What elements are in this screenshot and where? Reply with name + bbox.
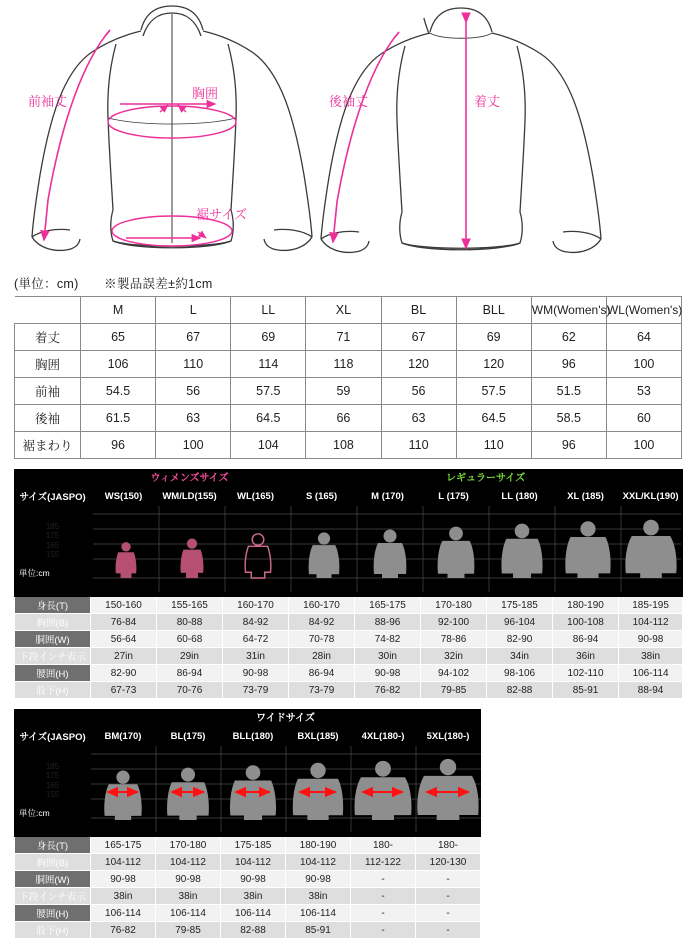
cell: 67 [381, 324, 456, 351]
cell: 94-102 [421, 665, 487, 682]
body-figures-2 [91, 745, 481, 837]
cell: 112-122 [351, 854, 416, 871]
cell: 106-114 [91, 905, 156, 922]
spec-row-label-hip: 腰囲(H) [15, 665, 91, 682]
cell: 185-195 [619, 597, 683, 614]
cell: 106-114 [286, 905, 351, 922]
spec-col-l: L (175) [421, 488, 487, 505]
cell: 67-73 [91, 682, 157, 699]
cell: 165-175 [355, 597, 421, 614]
axis-labels-2 [15, 745, 91, 837]
cell: 78-86 [421, 631, 487, 648]
spec2-size-label: サイズ(JASPO) [15, 728, 91, 745]
cell: 90-98 [156, 871, 221, 888]
row-label-front-sleeve: 前袖 [15, 378, 81, 405]
cell: 69 [231, 324, 306, 351]
spec-row-label-chest: 胸囲(B) [15, 614, 91, 631]
cell: 104-112 [619, 614, 683, 631]
table-row [15, 837, 481, 854]
col-header-m: M [81, 297, 156, 324]
cell: 102-110 [553, 665, 619, 682]
banner-womens-text: ウィメンズサイズ [91, 471, 288, 486]
spec2-col-bm: BM(170) [91, 728, 156, 745]
spec-row-label-inseam: 股下(H) [15, 682, 91, 699]
cell: 38in [619, 648, 683, 665]
table-row [15, 597, 683, 614]
axis-tick: 175 [45, 531, 60, 541]
cell: 100 [606, 351, 681, 378]
jaspo-spec-table-2-wrap [14, 709, 480, 939]
cell: 57.5 [231, 378, 306, 405]
cell: 38in [286, 888, 351, 905]
cell: 180- [351, 837, 416, 854]
axis-tick: 185 [45, 522, 60, 532]
spec2-col-bl: BL(175) [156, 728, 221, 745]
cell: 106-114 [156, 905, 221, 922]
cell: - [351, 905, 416, 922]
cell: 29in [157, 648, 223, 665]
table-row [15, 432, 682, 459]
cell: 84-92 [223, 614, 289, 631]
cell: 120-130 [416, 854, 481, 871]
cell: 90-98 [355, 665, 421, 682]
cell: 104-112 [156, 854, 221, 871]
cell: 63 [156, 405, 231, 432]
banner-row [15, 470, 683, 488]
jaspo-spec-table-2 [14, 709, 481, 939]
cell: 66 [306, 405, 381, 432]
cell: 175-185 [487, 597, 553, 614]
cell: 110 [381, 432, 456, 459]
cell: 76-82 [355, 682, 421, 699]
banner-row [15, 710, 481, 728]
cell: 64.5 [456, 405, 531, 432]
cell: 180- [416, 837, 481, 854]
spec2-row-label-chest: 胸囲(B) [15, 854, 91, 871]
table-row [15, 888, 481, 905]
cell: 88-94 [619, 682, 683, 699]
row-label-back-sleeve: 後袖 [15, 405, 81, 432]
spec-col-s: S (165) [289, 488, 355, 505]
cell: 106-114 [619, 665, 683, 682]
table-row [15, 922, 481, 939]
axis-labels [15, 505, 91, 597]
cell: 31in [223, 648, 289, 665]
spec-row-label-waist: 胴囲(W) [15, 631, 91, 648]
spec-col-ll: LL (180) [487, 488, 553, 505]
cell: - [416, 922, 481, 939]
axis-tick: 155 [45, 789, 60, 799]
tolerance-text: ※製品誤差±約1cm [104, 277, 213, 291]
cell: 118 [306, 351, 381, 378]
jaspo-spec-table-1-wrap [14, 469, 682, 699]
cell: 86-94 [289, 665, 355, 682]
table-row [15, 682, 683, 699]
cell: 98-106 [487, 665, 553, 682]
cell: 104-112 [91, 854, 156, 871]
col-header-l: L [156, 297, 231, 324]
cell: 100 [156, 432, 231, 459]
cell: 57.5 [456, 378, 531, 405]
cell: 60-68 [157, 631, 223, 648]
cell: 175-185 [221, 837, 286, 854]
table-row [15, 324, 682, 351]
cell: 110 [456, 432, 531, 459]
cell: - [416, 905, 481, 922]
table-row [15, 665, 683, 682]
table-row [15, 854, 481, 871]
spec2-col-5xl: 5XL(180-) [416, 728, 481, 745]
jaspo-spec-table-1 [14, 469, 683, 699]
cell: 150-160 [91, 597, 157, 614]
cell: 70-76 [157, 682, 223, 699]
cell: 30in [355, 648, 421, 665]
cell: 165-175 [91, 837, 156, 854]
cell: 69 [456, 324, 531, 351]
cell: 104 [231, 432, 306, 459]
cell: 76-84 [91, 614, 157, 631]
label-hem: 裾サイズ [196, 207, 247, 222]
row-label-length: 着丈 [15, 324, 81, 351]
spec-size-label: サイズ(JASPO) [15, 488, 91, 505]
cell: - [351, 871, 416, 888]
table-row [15, 614, 683, 631]
cell: 73-79 [289, 682, 355, 699]
cell: 79-85 [421, 682, 487, 699]
banner-wide-text: ワイドサイズ [91, 711, 480, 726]
cell: 120 [456, 351, 531, 378]
label-chest: 胸囲 [192, 86, 219, 101]
cell: 56-64 [91, 631, 157, 648]
cell: 114 [231, 351, 306, 378]
spec2-row-label-waist: 胴囲(W) [15, 871, 91, 888]
cell: 85-91 [286, 922, 351, 939]
cell: 160-170 [289, 597, 355, 614]
cell: 73-79 [223, 682, 289, 699]
cell: 60 [606, 405, 681, 432]
cell: 106 [81, 351, 156, 378]
cell: 170-180 [156, 837, 221, 854]
cell: 106-114 [221, 905, 286, 922]
cell: 65 [81, 324, 156, 351]
cell: 34in [487, 648, 553, 665]
cell: 90-98 [286, 871, 351, 888]
cell: 160-170 [223, 597, 289, 614]
body-figures-1 [91, 505, 683, 597]
cell: 53 [606, 378, 681, 405]
cell: 63 [381, 405, 456, 432]
axis-tick: 165 [45, 540, 60, 550]
unit-cm-label-2: 単位:cm [19, 807, 50, 818]
cell: 84-92 [289, 614, 355, 631]
cell: 64.5 [231, 405, 306, 432]
cell: 71 [306, 324, 381, 351]
spec2-col-bxl: BXL(185) [286, 728, 351, 745]
jacket-illustration [0, 0, 694, 272]
cell: 104-112 [221, 854, 286, 871]
jacket-back-drawing [321, 8, 601, 252]
cell: 155-165 [157, 597, 223, 614]
cell: 82-90 [487, 631, 553, 648]
banner-womens [91, 470, 289, 488]
cell: 38in [91, 888, 156, 905]
cell: 108 [306, 432, 381, 459]
cell: 90-98 [221, 871, 286, 888]
cell: 51.5 [531, 378, 606, 405]
spec-col-wm: WM/LD(155) [157, 488, 223, 505]
spec2-col-4xl: 4XL(180-) [351, 728, 416, 745]
table-row [15, 905, 481, 922]
cell: 88-96 [355, 614, 421, 631]
cell: 56 [381, 378, 456, 405]
banner-spacer [15, 470, 91, 488]
row-label-hem: 裾まわり [15, 432, 81, 459]
label-front-sleeve: 前袖丈 [28, 94, 68, 109]
col-header-bl: BL [381, 297, 456, 324]
cell: 59 [306, 378, 381, 405]
cell: 90-98 [91, 871, 156, 888]
cell: 170-180 [421, 597, 487, 614]
cell: 56 [156, 378, 231, 405]
cell: 32in [421, 648, 487, 665]
cell: 100 [606, 432, 681, 459]
banner-regular [289, 470, 683, 488]
unit-text: (単位：cm) [14, 277, 79, 291]
cell: 86-94 [157, 665, 223, 682]
col-header-bll: BLL [456, 297, 531, 324]
cell: 70-78 [289, 631, 355, 648]
cell: 96-104 [487, 614, 553, 631]
cell: 64 [606, 324, 681, 351]
spec-row-label-inch: 下段インチ表示 [15, 648, 91, 665]
cell: 120 [381, 351, 456, 378]
cell: 36in [553, 648, 619, 665]
cell: 38in [221, 888, 286, 905]
table-header-row [15, 297, 682, 324]
cell: - [351, 888, 416, 905]
cell: 76-82 [91, 922, 156, 939]
back-sleeve-arrow [333, 32, 399, 242]
main-size-table [14, 296, 682, 459]
cell: 90-98 [619, 631, 683, 648]
table-row [15, 405, 682, 432]
cell: 58.5 [531, 405, 606, 432]
corner-cell [15, 297, 81, 324]
cell: 180-190 [553, 597, 619, 614]
cell: 96 [531, 351, 606, 378]
cell: 92-100 [421, 614, 487, 631]
cell: 67 [156, 324, 231, 351]
cell: 82-88 [221, 922, 286, 939]
cell: - [416, 888, 481, 905]
cell: - [351, 922, 416, 939]
spec-figures-row [15, 505, 683, 597]
cell: 180-190 [286, 837, 351, 854]
table-row [15, 631, 683, 648]
figure-silhouettes-1 [93, 506, 681, 592]
cell: 64-72 [223, 631, 289, 648]
spec2-row-label-inch: 下段インチ表示 [15, 888, 91, 905]
col-header-ll: LL [231, 297, 306, 324]
banner-spacer [15, 710, 91, 728]
cell: 80-88 [157, 614, 223, 631]
cell: 38in [156, 888, 221, 905]
spec-row-label-height: 身長(T) [15, 597, 91, 614]
cell: 27in [91, 648, 157, 665]
jacket-front-drawing [32, 6, 312, 250]
spec2-row-label-height: 身長(T) [15, 837, 91, 854]
unit-note [0, 272, 694, 296]
spec-header-row [15, 728, 481, 745]
cell: 100-108 [553, 614, 619, 631]
spec-col-ws: WS(150) [91, 488, 157, 505]
spec-col-m: M (170) [355, 488, 421, 505]
cell: 79-85 [156, 922, 221, 939]
banner-wide [91, 710, 481, 728]
col-header-wm: WM(Women's) [531, 297, 606, 324]
label-length: 着丈 [474, 94, 501, 109]
cell: 86-94 [553, 631, 619, 648]
axis-tick: 185 [45, 762, 60, 772]
cell: 82-90 [91, 665, 157, 682]
col-header-wl: WL(Women's) [606, 297, 681, 324]
cell: 90-98 [223, 665, 289, 682]
axis-tick: 175 [45, 771, 60, 781]
table-row [15, 378, 682, 405]
spec-figures-row [15, 745, 481, 837]
cell: 61.5 [81, 405, 156, 432]
spec-header-row [15, 488, 683, 505]
spec-col-xl: XL (185) [553, 488, 619, 505]
figure-silhouettes-2 [91, 746, 481, 832]
row-label-chest: 胸囲 [15, 351, 81, 378]
cell: - [416, 871, 481, 888]
cell: 62 [531, 324, 606, 351]
cell: 110 [156, 351, 231, 378]
table-row [15, 351, 682, 378]
cell: 96 [531, 432, 606, 459]
cell: 74-82 [355, 631, 421, 648]
spec2-col-bll: BLL(180) [221, 728, 286, 745]
axis-tick: 165 [45, 780, 60, 790]
table-row [15, 871, 481, 888]
unit-cm-label: 単位:cm [19, 567, 50, 578]
main-size-table-wrap [0, 296, 694, 459]
col-header-xl: XL [306, 297, 381, 324]
front-sleeve-arrow [44, 30, 110, 240]
label-back-sleeve: 後袖丈 [329, 94, 369, 109]
spec2-row-label-hip: 腰囲(H) [15, 905, 91, 922]
spec-col-xxl: XXL/KL(190) [619, 488, 683, 505]
table-row [15, 648, 683, 665]
axis-tick: 155 [45, 549, 60, 559]
cell: 54.5 [81, 378, 156, 405]
cell: 85-91 [553, 682, 619, 699]
spec2-row-label-inseam: 股下(H) [15, 922, 91, 939]
spec-col-wl: WL(165) [223, 488, 289, 505]
cell: 96 [81, 432, 156, 459]
cell: 82-88 [487, 682, 553, 699]
cell: 28in [289, 648, 355, 665]
cell: 104-112 [286, 854, 351, 871]
banner-regular-text: レギュラーサイズ [289, 471, 682, 486]
